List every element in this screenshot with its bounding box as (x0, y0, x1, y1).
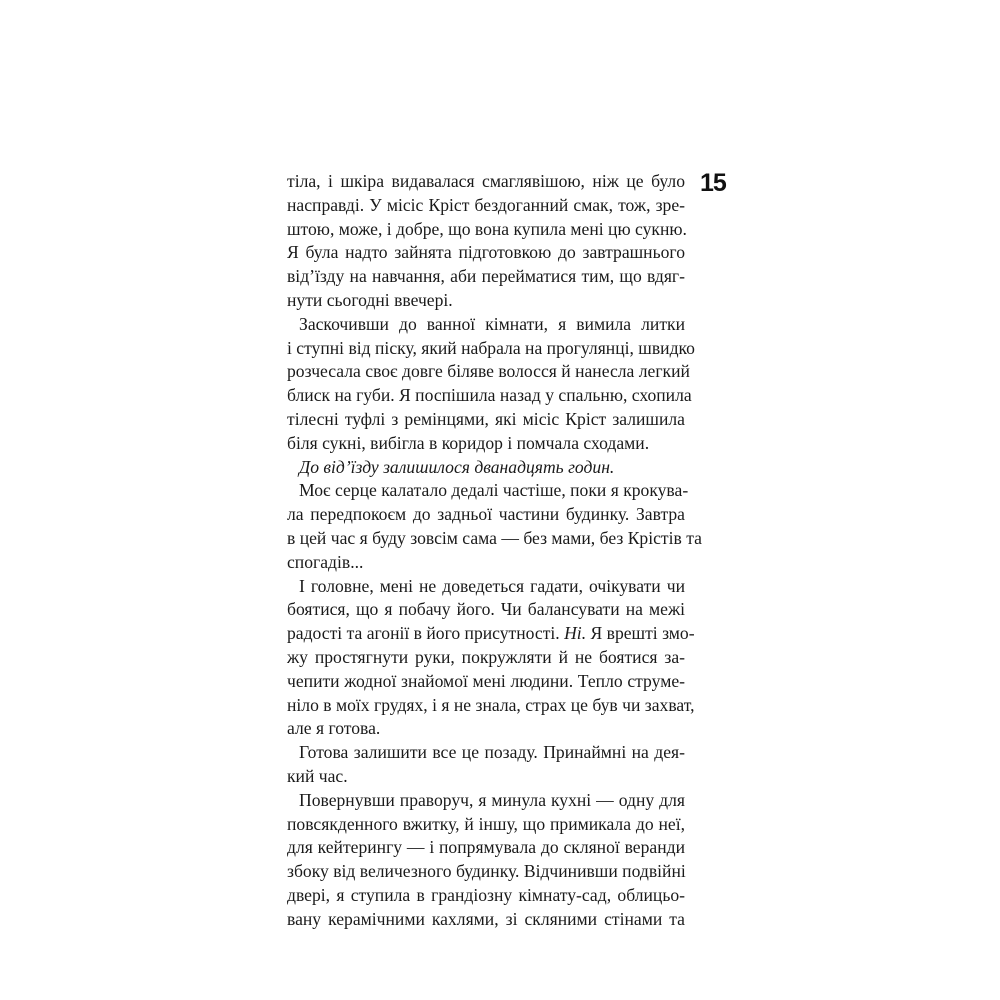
text-line: для кейтерингу — і попрямувала до скляної веранди (287, 837, 685, 858)
text-line: від’їзду на навчання, аби перейматися тим, що вдяг- (287, 266, 685, 287)
text-fragment: радості та агонії в його присутності. (287, 623, 560, 644)
text-line: ніло в моїх грудях, і я не знала, страх це був чи захват, (287, 694, 695, 715)
text-line: штою, може, і добре, що вона купила мені цю сукню. (287, 218, 687, 239)
page-number: 15 (700, 169, 726, 197)
body-text (287, 170, 702, 932)
text-line: І головне, мені не доведеться гадати, очікувати чи (299, 575, 685, 596)
text-line: Готова залишити все це позаду. Принаймні на дея- (299, 742, 685, 763)
text-line: кий час. (287, 765, 348, 786)
text-line: розчесала своє довге біляве волосся й нанесла легкий (287, 361, 690, 382)
text-line: збоку від величезного будинку. Відчинивши подвійні (287, 861, 686, 882)
text-line: Заскочивши до ванної кімнати, я вимила литки (299, 313, 685, 334)
text-line: нути сьогодні ввечері. (287, 289, 453, 310)
text-fragment: Я врешті змо- (590, 623, 695, 644)
text-line: двері, я ступила в грандіозну кімнату-сад, облицьо- (287, 884, 685, 905)
text-line: спогадів... (287, 551, 364, 572)
text-line: вану керамічними кахлями, зі скляними стінами та (287, 908, 685, 929)
text-line: ла передпокоєм до задньої частини будинку. Завтра (287, 504, 685, 525)
text-line: Моє серце калатало дедалі частіше, поки я крокува- (299, 480, 689, 501)
text-line: біля сукні, вибігла в коридор і помчала сходами. (287, 432, 650, 453)
text-line: тіла, і шкіра видавалася смаглявішою, ніж це було (287, 171, 685, 191)
text-line: боятися, що я побачу його. Чи балансувати на межі (287, 599, 685, 620)
text-line: тілесні туфлі з ремінцями, які місіс Кріст залишила (287, 408, 685, 429)
italic-text-line: До від’їзду залишилося дванадцять годин. (299, 456, 615, 477)
text-line: але я готова. (287, 718, 381, 739)
text-line: і ступні від піску, який набрала на прогулянці, швидко (287, 337, 695, 358)
text-line: насправді. У місіс Кріст бездоганний смак, тож, зре- (287, 194, 685, 215)
text-line: Повернувши праворуч, я минула кухні — одну для (299, 789, 685, 810)
text-line: Я була надто зайнята підготовкою до завтрашнього (287, 242, 685, 263)
italic-word: Ні. (564, 623, 587, 644)
text-line: блиск на губи. Я поспішила назад у спальню, схопила (287, 385, 692, 406)
text-line: в цей час я буду зовсім сама — без мами, без Крістів та (287, 527, 702, 548)
text-line: повсякденного вжитку, й іншу, що примикала до неї, (287, 813, 685, 834)
text-line: жу простягнути руки, покружляти й не боятися за- (287, 646, 685, 667)
text-line: чепити жодної знайомої мені людини. Тепло струме- (287, 670, 685, 691)
text-line (287, 622, 695, 646)
